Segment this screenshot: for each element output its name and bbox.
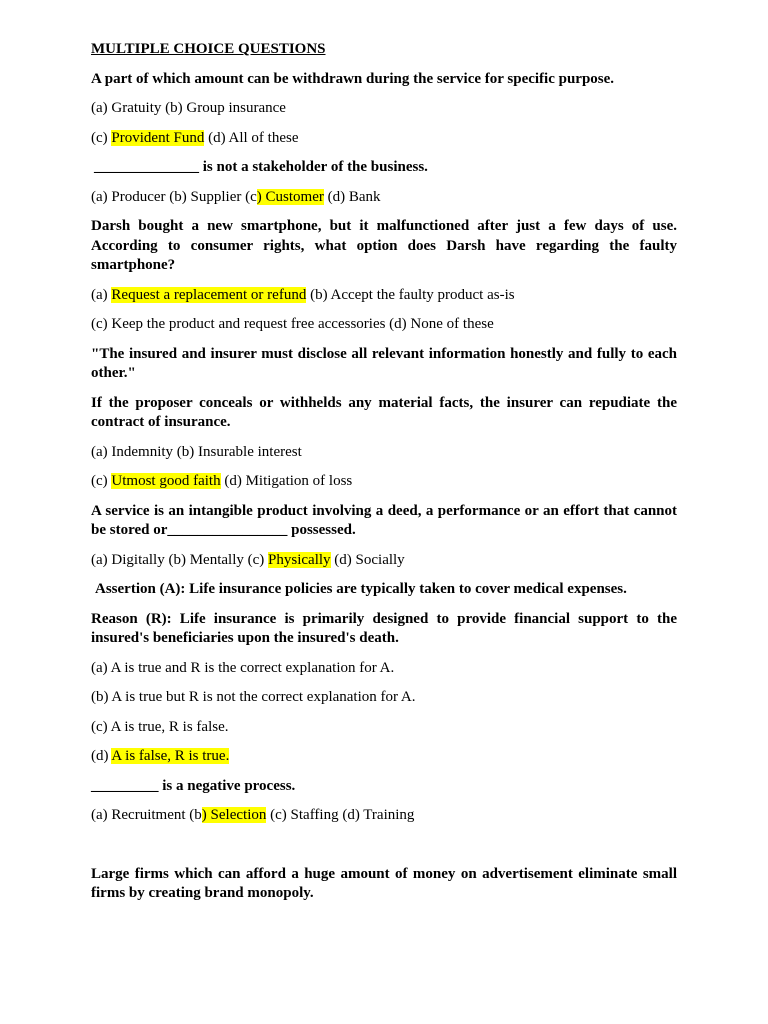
- highlighted-answer: ) Customer: [256, 188, 324, 205]
- question-1-options-cd: [91, 129, 677, 149]
- question-4: If the proposer conceals or withhelds any material facts, the insurer can repudiate the contract of insurance.: [91, 394, 677, 430]
- option-prefix: (a) Recruitment (b: [91, 807, 202, 823]
- question-7: _________ is a negative process.: [91, 777, 296, 794]
- question-4-options-cd: [91, 472, 677, 492]
- blank-line: [91, 836, 677, 865]
- question-4-options-ab: (a) Indemnity (b) Insurable interest: [91, 443, 302, 460]
- question-5-options: [91, 551, 677, 571]
- question-6-reason: Reason (R): Life insurance is primarily designed to provide financial support to the insured's beneficiaries upon the insured's death.: [91, 610, 677, 646]
- question-7-options: [91, 806, 677, 826]
- highlighted-answer: Provident Fund: [111, 129, 205, 146]
- question-4-quote: "The insured and insurer must disclose all relevant information honestly and fully to each other.": [91, 345, 677, 381]
- option-prefix: (a): [91, 286, 112, 303]
- question-6-option-a: (a) A is true and R is the correct explanation for A.: [91, 659, 395, 676]
- page-title: MULTIPLE CHOICE QUESTIONS: [91, 41, 326, 57]
- question-3-options-cd: (c) Keep the product and request free accessories (d) None of these: [91, 316, 494, 332]
- highlighted-answer: Physically: [268, 551, 331, 568]
- question-3-options-ab: [91, 286, 677, 306]
- highlighted-answer: A is false, R is true.: [111, 748, 230, 764]
- highlighted-answer: Utmost good faith: [111, 473, 221, 489]
- option-suffix: (b) Accept the faulty product as-is: [306, 286, 515, 303]
- option-suffix: (d) All of these: [204, 129, 299, 146]
- question-1: A part of which amount can be withdrawn during the service for specific purpose.: [91, 70, 615, 87]
- option-prefix: (c): [91, 129, 112, 146]
- option-prefix: (d): [91, 748, 112, 764]
- question-5: A service is an intangible product involving a deed, a performance or an effort that cannot be stored or________________ possessed.: [91, 502, 677, 538]
- option-prefix: (a) Digitally (b) Mentally (c): [91, 551, 269, 568]
- question-6-assertion: Assertion (A): Life insurance policies are typically taken to cover medical expenses.: [95, 581, 627, 597]
- document-page: [91, 40, 677, 914]
- option-suffix: (d) Mitigation of loss: [220, 473, 353, 489]
- option-prefix: (c): [91, 473, 112, 489]
- question-3: Darsh bought a new smartphone, but it malfunctioned after just a few days of use. According to consumer rights, what option does Darsh have regarding the faulty smartphone?: [91, 218, 677, 273]
- question-6-option-b: (b) A is true but R is not the correct explanation for A.: [91, 689, 416, 705]
- highlighted-answer: ) Selection: [201, 807, 267, 823]
- option-suffix: (d) Socially: [330, 551, 405, 568]
- option-suffix: (d) Bank: [323, 188, 381, 205]
- option-prefix: (a) Producer (b) Supplier (c: [91, 188, 257, 205]
- question-6-option-c: (c) A is true, R is false.: [91, 718, 229, 735]
- highlighted-answer: Request a replacement or refund: [111, 286, 307, 303]
- question-6-option-d: [91, 747, 677, 767]
- question-1-options-ab: (a) Gratuity (b) Group insurance: [91, 100, 286, 116]
- option-suffix: (c) Staffing (d) Training: [266, 807, 415, 823]
- question-8: Large firms which can afford a huge amount of money on advertisement eliminate small firms by creating brand monopoly.: [91, 865, 677, 901]
- question-2-options: [91, 188, 677, 208]
- question-2: ______________ is not a stakeholder of the business.: [94, 159, 428, 175]
